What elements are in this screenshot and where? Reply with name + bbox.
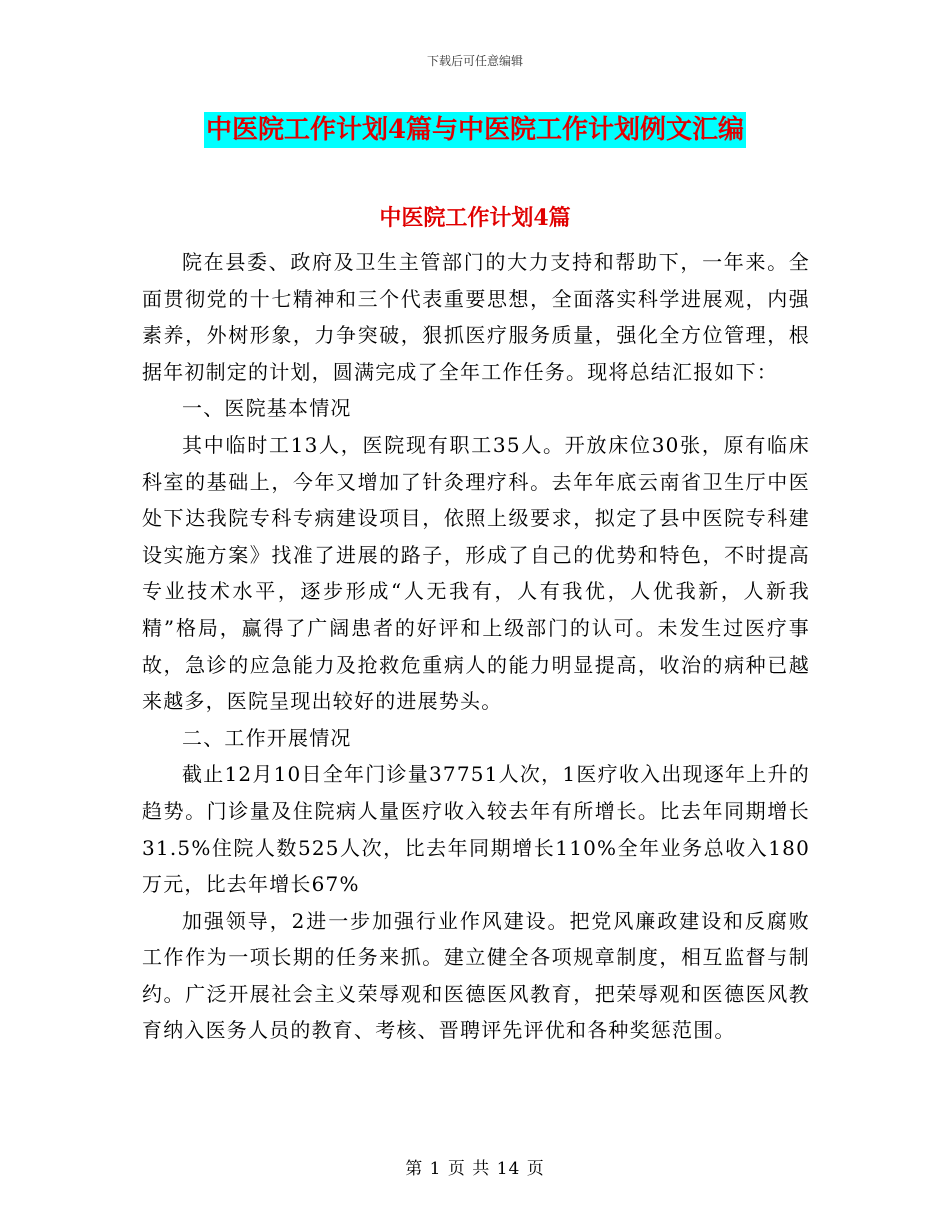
document-body [142,244,810,1049]
section-heading-work: 二、工作开展情况 [182,725,352,750]
page-header-note: 下载后可任意编辑 [426,54,523,68]
paragraph-basic: 其中临时工13人，医院现有职工35人。开放床位30张，原有临床科室的基础上，今年又增加了针灸理疗科。去年年底云南省卫生厅中医处下达我院专科专病建设项目，依照上级要求，拟定了县中医院专科建设实施方案》找准了进展的路子，形成了自己的优势和特色，不时提高专业技术水平，逐步形成“人无我有，人有我优，人优我新，人新我精”格局，赢得了广阔患者的好评和上级部门的认可。未发生过医疗事故，急诊的应急能力及抢救危重病人的能力明显提高，收治的病种已越来越多，医院呈现出较好的进展势头。 [142,432,810,714]
paragraph-leadership: 加强领导，2进一步加强行业作风建设。把党风廉政建设和反腐败工作作为一项长期的任务来抓。建立健全各项规章制度，相互监督与制约。广泛开展社会主义荣辱观和医德医风教育，把荣辱观和医德医风教育纳入医务人员的教育、考核、晋聘评先评优和各种奖惩范围。 [142,908,810,1043]
paragraph-intro: 院在县委、政府及卫生主管部门的大力支持和帮助下，一年来。全面贯彻党的十七精神和三个代表重要思想，全面落实科学进展观，内强素养，外树形象，力争突破，狠抓医疗服务质量，强化全方位管理，根据年初制定的计划，圆满完成了全年工作任务。现将总结汇报如下： [142,250,810,384]
section-heading-basic: 一、医院基本情况 [182,396,352,421]
main-title: 中医院工作计划4篇与中医院工作计划例文汇编 [204,112,746,148]
paragraph-stats: 截止12月10日全年门诊量37751人次，1医疗收入出现逐年上升的趋势。门诊量及住院病人量医疗收入较去年有所增长。比去年同期增长31.5%住院人数525人次，比去年同期增长110%全年业务总收入180万元，比去年增长67% [142,762,810,897]
sub-title: 中医院工作计划4篇 [379,205,571,231]
main-title-container [0,112,950,148]
page-number-footer: 第 1 页 共 14 页 [405,1159,545,1179]
